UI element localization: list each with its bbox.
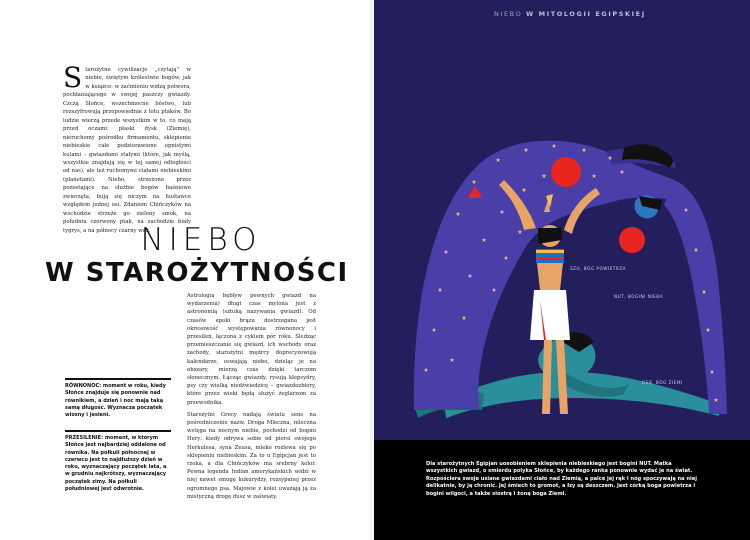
glossary-equinox bbox=[65, 378, 171, 419]
title-line-1: NIEBO bbox=[140, 222, 262, 258]
label-nut: NUT, BOGINI NIEBA bbox=[614, 294, 663, 299]
body-paragraph-1: Astrologia bębływ pewnych gwiazd na wydarzenia) długi czas mylona jest z astronomią (sztuką nazywania gwiazd). Od czasów epoki brązu dostrzegana jest okresowość występowania równonocy i przesileń, łączona z cyklem pór roku. Śledząc przemieszczanie się gwiazd, ich wschody oraz zachody, starożytni mędrcy doprecyzowują kalendarze, oswajają niebo, dzieląc je na obszary, mierzą czas dzięki tarczom słonecznym. Łącząc gwiazdy, rysują klepsydry, psy czy wielką niedźwiedzicę – gwiazdozbiory, które przez wieki będą służyć żeglarzom za przewodnika. bbox=[187, 293, 316, 406]
glossary-definition: moment, w którym Słońce jest najbardziej oddalone od równika. Na półkuli północnej w czerwcu jest to najdłuższy dzień w roku, wyznaczający początek lata, a w grudniu najkrótszy, wyznaczający początek zimy. Na półkuli południowej jest odwrotnie. bbox=[65, 435, 167, 493]
title-line-2: W STAROŻYTNOŚCI bbox=[45, 258, 349, 288]
caption-text: Dla starożytnych Egipjan uosobieniem sklepienia niebieskiego jest bogini NUT. Matka wszystkich gwiazd, o smierdu polyka Słońce, by każdego ranka ponownie wydać je na świat. Rozpościera swoje usiane gwiazdami ciało nad Ziemią, a palce jej rąk i nóg spoczywają na niej delikatnie, by ją chronić. Jej śmiech to gromot, a łzy są deszczem. Jest córką boga powietrza i bogini wilgoci, a także siostrą i żoną boga Ziemi. bbox=[426, 461, 697, 497]
glossary-term: RÓWNONOC: bbox=[65, 383, 102, 389]
left-page bbox=[0, 0, 374, 540]
glossary-term: PRZESILENIE: bbox=[65, 435, 104, 441]
sun-icon bbox=[551, 157, 581, 187]
sun-icon bbox=[619, 227, 645, 253]
right-page bbox=[374, 0, 750, 540]
section-kicker bbox=[494, 10, 646, 18]
label-shu: SZU, BÓG POWIETRZA bbox=[570, 266, 626, 271]
kicker-bold-text: W MITOLOGII EGIPSKIEJ bbox=[526, 10, 646, 18]
main-body bbox=[187, 292, 316, 505]
page-title bbox=[45, 222, 349, 288]
drop-cap: S bbox=[63, 61, 83, 94]
intro-paragraph bbox=[63, 61, 191, 235]
kicker-text: NIEBO bbox=[494, 10, 527, 18]
label-geb: GEB, BÓG ZIEMI bbox=[642, 380, 683, 385]
glossary-definition: moment w roku, kiedy Słońce znajduje się ponownie nad równikiem, a dzień i noc mają taką samą długość. Wyznacza początek wiosny i jesieni. bbox=[65, 383, 166, 419]
glossary-solstice bbox=[65, 430, 171, 493]
body-paragraph-2: Starożytni Grecy nadają światu sens na pośredniczenie nazw. Droga Mleczna, mleczna wstęga na nocnym niebie, pochodzi od bogini Hery: kiedy odrywa sobie od piersi swojego Herkulesa, syna Zeusa, mleko rozlewa się po sklepieniu niebieskim. Za to u Egipcjan jest to rzeka, a dla Chińczyków ma srebrny kolor. Pewna legenda Indian amerykańskich widzi w niej nawet smugę kukurydzy, rozsypanej przez ogromnego psa. Majowie z kolei uważają ją za mistyczną drogę dusz w zaświaty. bbox=[187, 411, 316, 500]
caption-box bbox=[414, 452, 710, 534]
intro-text: tarożytne cywilizacje „czytają" w niebie, świętym królestwie bogów, jak w książce: w zaćmieniu widzą potwora, pochłaniającego w swojej paszczy gwiazdy. Czczą Słońce, wszechmocne bóstwo, lub rozszyfrowują przepowiednie z lotu ptaków. Bo ludzie wierzą przede wszystkim w to, co mają przed oczami: płaski dysk (Ziemię), nieruchomy pośrodku firmamentu, sklepienie niebieskie całe podziurawione ognistymi kulami – gwiazdami stałymi (które, jak myślą, wszystkie znajdują się w tej samej odległości od nas), ale też ruchomymi ciałami niebieskimi (planetami). Niebo, strzeżone przez pozostające na służbie bogów baśniowe zwierzęta, bują się niczym na huśtawce względem jednej osi. Zdaniem Chińczyków na wschodzie strzeże go zielony smok, na południu czerwony ptak, na zachodzie biały tygrys, a na północy czarny wąż. bbox=[63, 67, 191, 234]
